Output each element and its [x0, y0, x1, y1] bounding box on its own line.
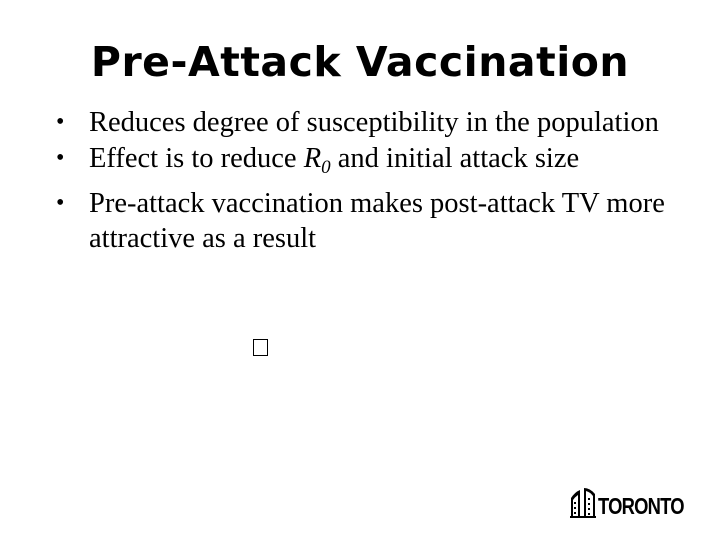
r-variable: R [303, 143, 322, 174]
bullet-item [54, 186, 684, 256]
bullet-text-suffix: and initial attack size [330, 143, 580, 174]
slide-title: Pre-Attack Vaccination [90, 38, 630, 86]
bullet-dot: • [56, 109, 65, 135]
r-subscript: 0 [321, 157, 331, 178]
bullet-text: Reduces degree of susceptibility in the population [89, 107, 659, 138]
placeholder-box [253, 339, 268, 356]
bullet-dot: • [56, 190, 65, 216]
bullet-item [54, 105, 684, 140]
bullet-text-prefix: Effect is to reduce [89, 143, 304, 174]
bullet-dot: • [56, 145, 65, 171]
bullet-text: Pre-attack vaccination makes post-attack TV more attractive as a result [89, 188, 665, 254]
toronto-logo [570, 488, 705, 518]
bullet-item [54, 141, 684, 185]
logo-text: TORONTO [598, 493, 684, 519]
city-hall-icon [570, 488, 596, 518]
bullet-list [54, 105, 684, 257]
